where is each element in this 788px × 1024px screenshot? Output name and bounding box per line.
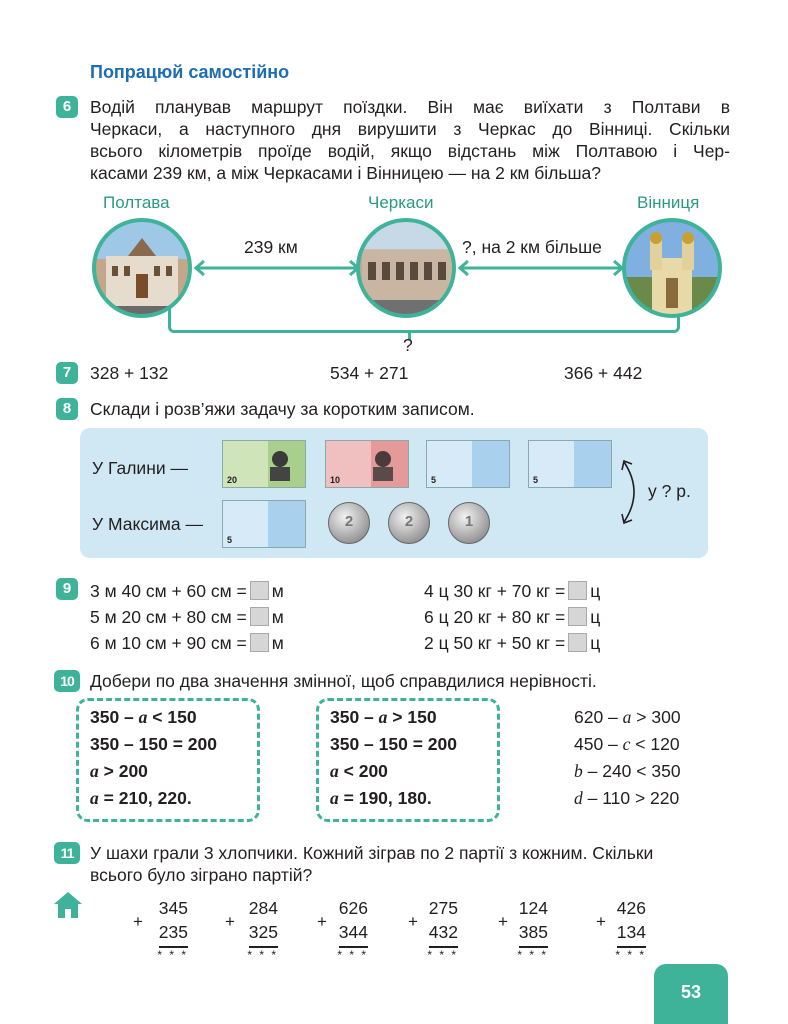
- distance-1: 239 км: [244, 237, 298, 257]
- conversion-row: 4 ц 30 кг + 70 кг = ц: [424, 581, 601, 601]
- conversion-row: 2 ц 50 кг + 50 кг = ц: [424, 633, 601, 653]
- coin-2: 2: [328, 502, 370, 544]
- task-number-11: 11: [54, 842, 80, 864]
- conversion-row: 3 м 40 см + 60 см = м: [90, 581, 284, 601]
- column-addition: 284 325 * * *: [247, 898, 278, 962]
- task-number-8: 8: [56, 398, 78, 420]
- galyna-label: У Галини —: [92, 458, 188, 478]
- task-6-text: [90, 96, 730, 184]
- expression: 534 + 271: [330, 363, 409, 383]
- line: 350 – 150 = 200: [90, 734, 217, 754]
- page-number: 53: [654, 964, 728, 1024]
- plus-sign: +: [317, 912, 327, 931]
- column-addition: 345 235 * * *: [157, 898, 188, 962]
- city-label-vinnytsia: Вінниця: [637, 193, 700, 212]
- line: a = 190, 180.: [330, 788, 432, 808]
- plus-sign: +: [408, 912, 418, 931]
- conversion-row: 6 ц 20 кг + 80 кг = ц: [424, 607, 601, 627]
- line: 350 – a < 150: [90, 707, 197, 727]
- task-number-6: 6: [56, 96, 78, 118]
- city-label-poltava: Полтава: [103, 193, 170, 212]
- column-addition: 275 432 * * *: [427, 898, 458, 962]
- column-addition: 124 385 * * *: [517, 898, 548, 962]
- poltava-photo: [92, 218, 192, 318]
- answer-box[interactable]: [568, 581, 587, 600]
- line: 350 – 150 = 200: [330, 734, 457, 754]
- answer-box[interactable]: [250, 607, 269, 626]
- arrow-cherkasy-vinnytsia: [456, 258, 626, 278]
- coin-2: 2: [388, 502, 430, 544]
- maksym-label: У Максима —: [92, 514, 203, 534]
- inequality: b – 240 < 350: [574, 761, 681, 781]
- inequality: 620 – a > 300: [574, 707, 681, 727]
- task-11-line: всього було зіграно партій?: [90, 865, 313, 885]
- banknote-10: 10: [325, 440, 409, 488]
- task-10-text: Добери по два значення змінної, щоб справдилися нерівності.: [90, 671, 597, 691]
- answer-box[interactable]: [250, 633, 269, 652]
- task-number-7: 7: [56, 362, 78, 384]
- task-9-right-column: [424, 578, 600, 656]
- section-heading: Попрацюй самостійно: [90, 62, 290, 82]
- inequality: d – 110 > 220: [574, 788, 680, 808]
- example-1-lines: [90, 704, 217, 812]
- task-8-text: Склади і розв’яжи задачу за коротким записом.: [90, 399, 475, 419]
- banknote-20: 20: [222, 440, 306, 488]
- building-icon: [92, 218, 192, 318]
- task-6-line: Черкаси, а наступного дня вирушити з Черкас до Вінниці. Скільки: [90, 119, 730, 139]
- coin-1: 1: [448, 502, 490, 544]
- line: a = 210, 220.: [90, 788, 192, 808]
- line: 350 – a > 150: [330, 707, 437, 727]
- bracket-arrow-icon: [616, 456, 646, 528]
- plus-sign: +: [225, 912, 235, 931]
- question-label: у ? р.: [648, 481, 691, 501]
- church-icon: [622, 218, 722, 318]
- banknote-5: 5: [426, 440, 510, 488]
- task-11-text: [90, 842, 730, 886]
- building-icon: [356, 218, 456, 318]
- expression: 328 + 132: [90, 363, 169, 383]
- vinnytsia-photo: [622, 218, 722, 318]
- task-6-line: касами 239 км, а між Черкасами і Вінницею — на 2 км більша?: [90, 163, 602, 183]
- conversion-row: 5 м 20 см + 80 см = м: [90, 607, 284, 627]
- column-addition: 426 134 * * *: [615, 898, 646, 962]
- line: a < 200: [330, 761, 388, 781]
- task-9-left-column: [90, 578, 284, 656]
- example-2-lines: [330, 704, 457, 812]
- line: a > 200: [90, 761, 148, 781]
- distance-2: ?, на 2 км більше: [462, 237, 602, 257]
- inequality: 450 – c < 120: [574, 734, 680, 754]
- banknote-5: 5: [222, 500, 306, 548]
- conversion-row: 6 м 10 см + 90 см = м: [90, 633, 284, 653]
- plus-sign: +: [498, 912, 508, 931]
- banknote-5: 5: [528, 440, 612, 488]
- expression: 366 + 442: [564, 363, 643, 383]
- column-addition: 626 344 * * *: [337, 898, 368, 962]
- total-distance-question: ?: [403, 335, 413, 355]
- cherkasy-photo: [356, 218, 456, 318]
- answer-box[interactable]: [568, 633, 587, 652]
- city-label-cherkasy: Черкаси: [368, 193, 434, 212]
- task-6-line: всього кілометрів проїде водій, якщо відстань між Полтавою і Чер-: [90, 141, 730, 161]
- plus-sign: +: [596, 912, 606, 931]
- task-6-line: Водій планував маршрут поїздки. Він має виїхати з Полтави в: [90, 97, 730, 117]
- task-number-9: 9: [56, 578, 78, 600]
- portrait-icon: [265, 447, 295, 483]
- answer-box[interactable]: [250, 581, 269, 600]
- answer-box[interactable]: [568, 607, 587, 626]
- task-11-line: У шахи грали 3 хлопчики. Кожний зіграв по 2 партії з кожним. Скільки: [90, 843, 654, 863]
- task-number-10: 10: [54, 670, 80, 692]
- arrow-poltava-cherkasy: [192, 258, 362, 278]
- portrait-icon: [368, 447, 398, 483]
- home-icon: [52, 890, 84, 920]
- inequalities-column: [574, 704, 681, 812]
- plus-sign: +: [133, 912, 143, 931]
